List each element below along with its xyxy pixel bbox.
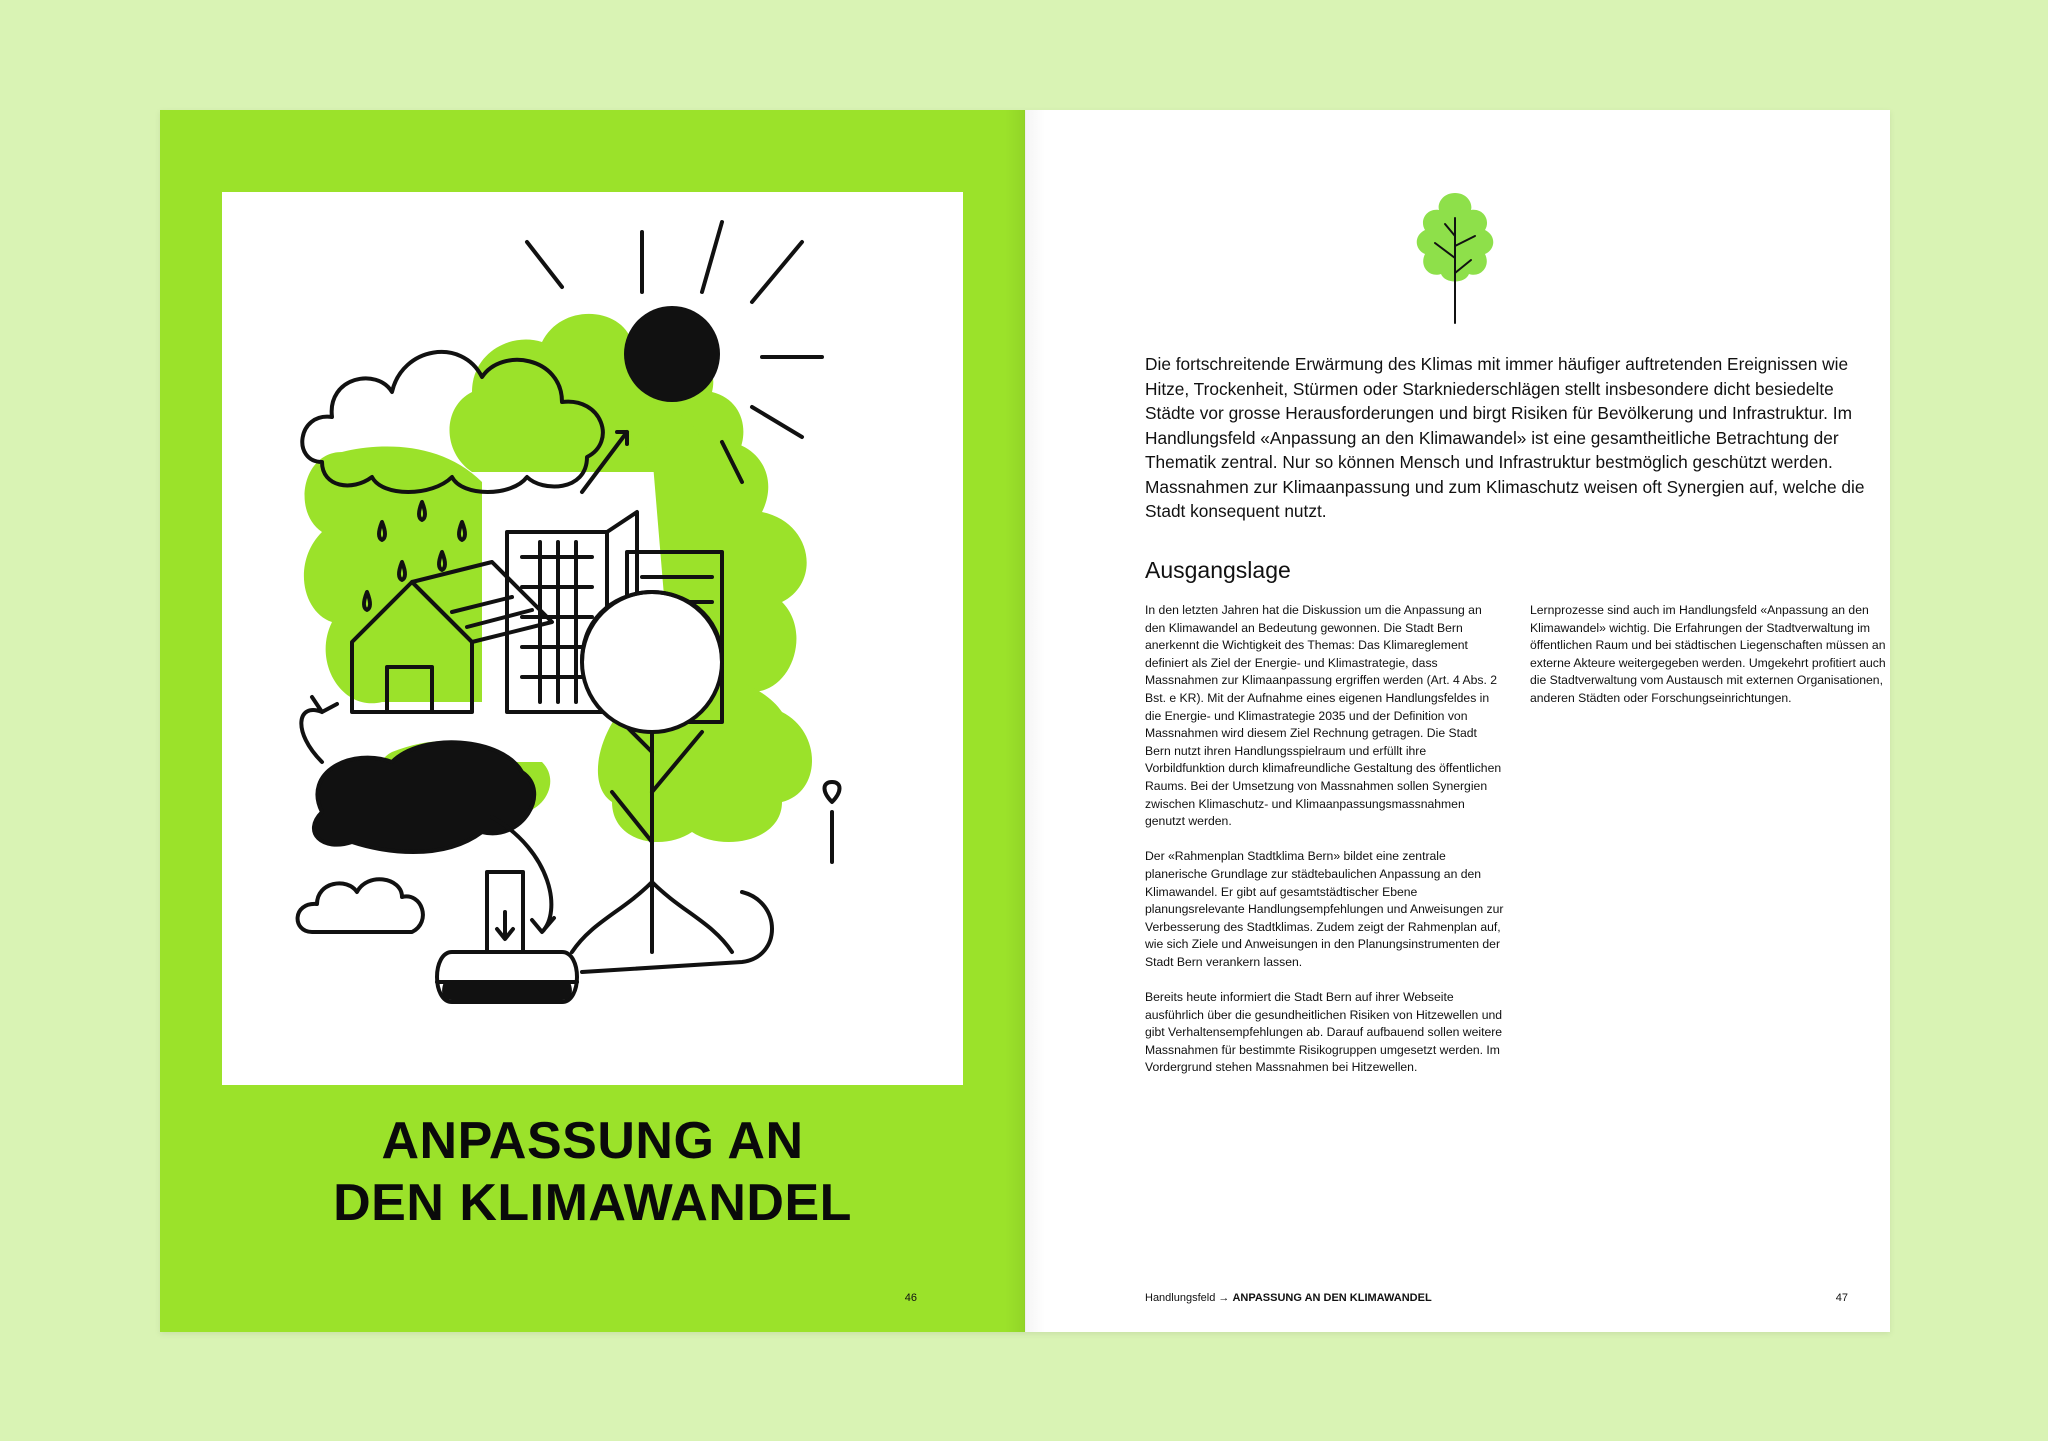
- brochure-spread: [160, 110, 1890, 1332]
- left-page: [160, 110, 1025, 1332]
- paragraph: Lernprozesse sind auch im Handlungsfeld «Anpassung an den Klimawandel» wichtig. Die Erfahrungen der Stadtverwaltung im öffentlichen Raum und bei städtischen Liegenschaften müssen an externe Akteure weitergegeben werden. Umgekehrt profitiert auch die Stadtverwaltung vom Austausch mit externen Organisationen, anderen Städten oder Forschungseinrichtungen.: [1530, 603, 1886, 705]
- tree-icon: [1405, 188, 1505, 328]
- footer-section-name: ANPASSUNG AN DEN KLIMAWANDEL: [1232, 1292, 1432, 1304]
- chapter-title-line-1: ANPASSUNG AN: [381, 1112, 804, 1170]
- chapter-title-line-2: DEN KLIMAWANDEL: [333, 1174, 852, 1232]
- chapter-title: [160, 1110, 1025, 1234]
- paragraph: In den letzten Jahren hat die Diskussion um die Anpassung an den Klimawandel an Bedeutung gewonnen. Die Stadt Bern anerkennt die Wichtigkeit des Themas: Das Klimareglement definiert als Ziel der Energie- und Klimastrategie, dass Massnahmen zur Klimaanpassung ergriffen werden (Art. 4 Abs. 2 Bst. e KR). Mit der Aufnahme eines eigenen Handlungsfeldes in die Energie- und Klimastrategie 2035 und der Definition von Massnahmen wird diesem Ziel Rechnung getragen. Die Stadt Bern nutzt ihren Handlungsspielraum und erfüllt ihre Vorbildfunktion durch klimafreundliche Gestaltung des öffentlichen Raums. Bei der Umsetzung von Massnahmen sollen Synergien zwischen Klimaschutz- und Klimaanpassungsmassnahmen genutzt werden.: [1145, 603, 1502, 829]
- page-number-right: 47: [1835, 1292, 1848, 1304]
- paragraph: Der «Rahmenplan Stadtklima Bern» bildet eine zentrale planerische Grundlage zur städtebaulichen Anpassung an den Klimawandel. Er gibt auf gesamtstädtischer Ebene planungsrelevante Handlungsempfehlungen und Anweisungen zur Verbesserung des Stadtklimas. Zudem zeigt der Rahmenplan auf, wie sich Ziele und Anweisungen in den Planungsinstrumenten der Stadt Bern verankern lassen.: [1145, 849, 1504, 969]
- right-page: [1025, 110, 1890, 1332]
- paragraph: Bereits heute informiert die Stadt Bern auf ihrer Webseite ausführlich über die gesundheitlichen Risiken von Hitzewellen und gibt Verhaltensempfehlungen ab. Darauf aufbauend sollen weitere Massnahmen für bestimmte Risikogruppen umgesetzt werden. Im Vordergrund stehen Massnahmen bei Hitzewellen.: [1145, 990, 1503, 1075]
- text-column-1: [1145, 602, 1505, 1095]
- climate-adaptation-illustration: [222, 192, 963, 1085]
- text-column-2: [1530, 602, 1890, 725]
- page-number-left: 46: [904, 1292, 917, 1304]
- intro-paragraph: Die fortschreitende Erwärmung des Klimas mit immer häufiger auftretenden Ereignissen wie Hitze, Trockenheit, Stürmen oder Starkniederschlägen stellt insbesondere dicht besiedelte Städte vor grosse Herausforderungen und birgt Risiken für Bevölkerung und Infrastruktur. Im Handlungsfeld «Anpassung an den Klimawandel» ist eine gesamtheitliche Betrachtung der Thematik zentral. Nur so können Mensch und Infrastruktur bestmöglich geschützt werden. Massnahmen zur Klimaanpassung und zum Klimaschutz weisen oft Synergien auf, welche die Stadt konsequent nutzt.: [1145, 354, 1865, 521]
- footer-label: Handlungsfeld →: [1145, 1292, 1230, 1304]
- running-footer: [1145, 1292, 1432, 1304]
- section-heading: Ausgangslage: [1145, 557, 1291, 583]
- illustration-frame: [222, 192, 963, 1085]
